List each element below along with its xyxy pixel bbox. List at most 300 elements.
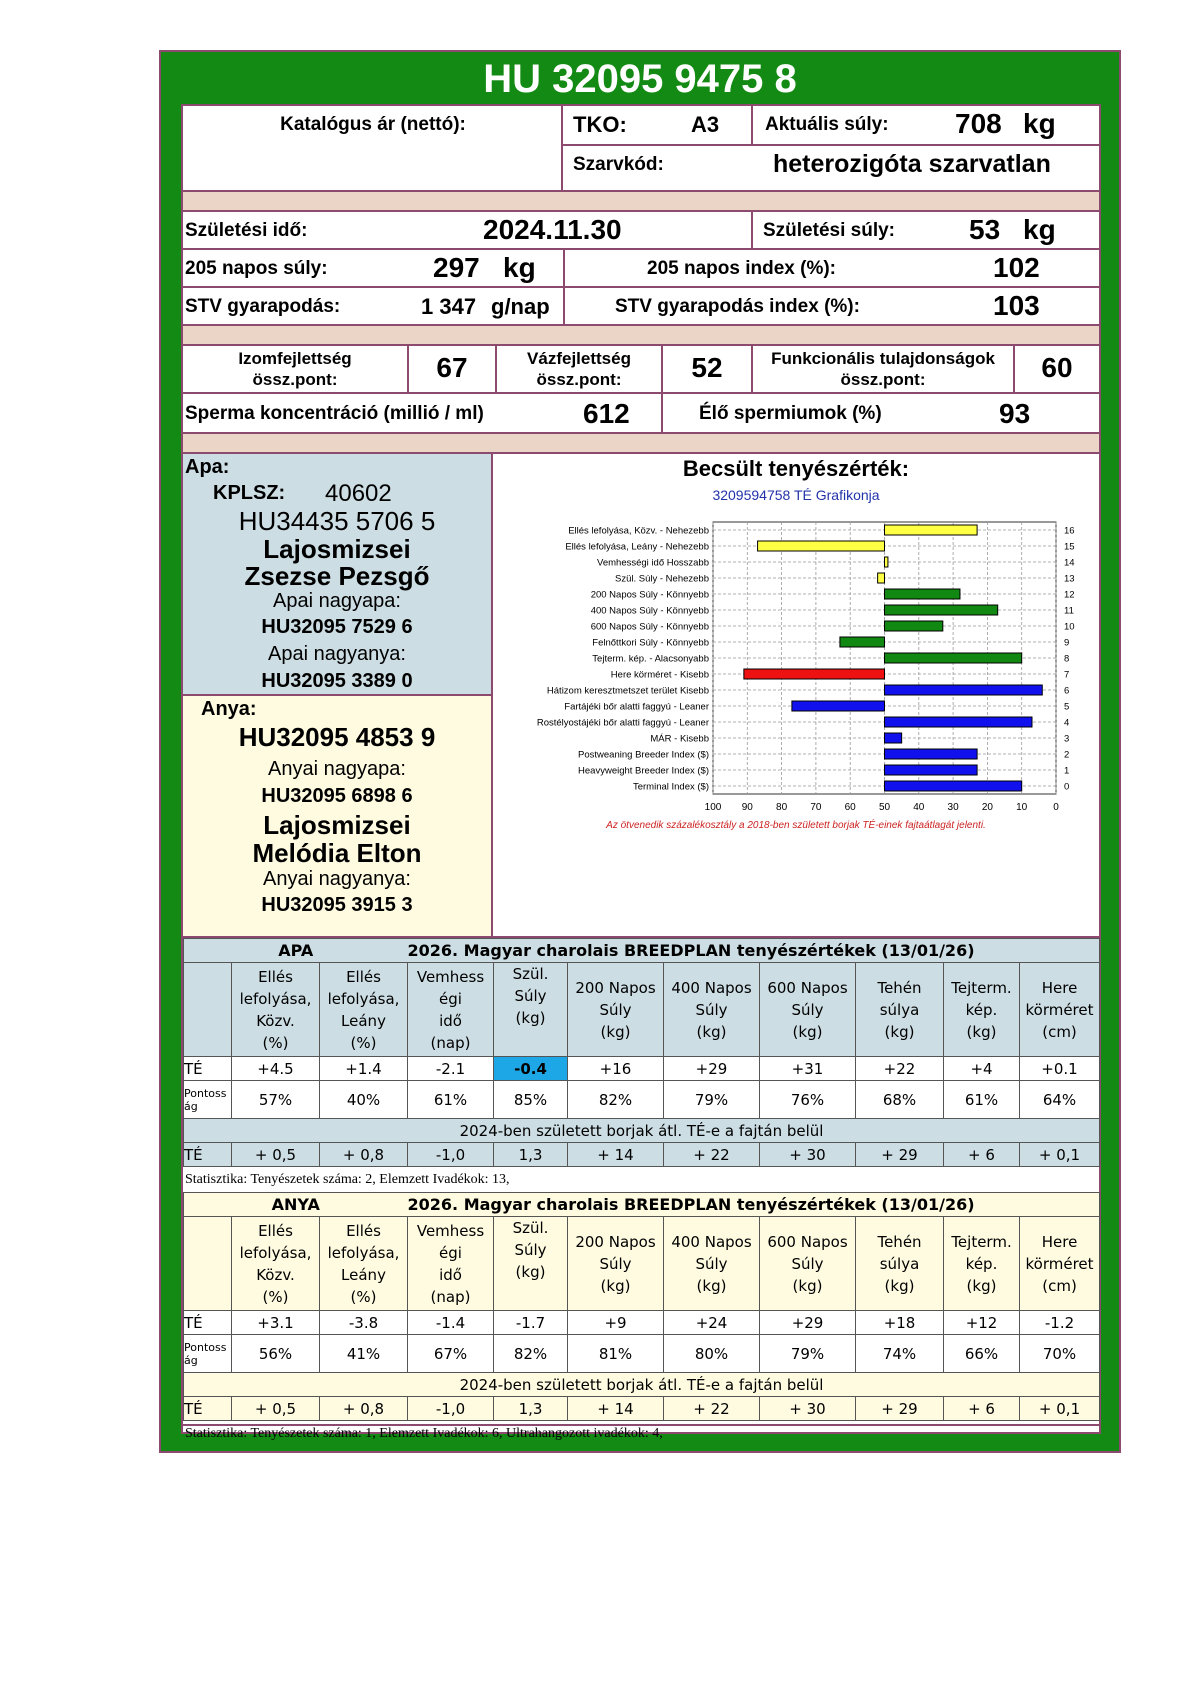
stv-gain-unit: g/nap [491,294,550,319]
column-header-line: Ellés [258,967,293,986]
te-cell: +0.1 [1020,1057,1100,1081]
column-header-line: Ellés [258,1221,293,1240]
column-header-line: (kg) [600,1022,631,1041]
te-cell: +4.5 [232,1057,320,1081]
te-cell: +16 [568,1057,664,1081]
paternal-grandsire-id: HU32095 7529 6 [261,616,413,638]
paternal-grandsire-label: Apai nagyapa: [273,590,401,612]
column-header-line: 400 Napos [671,978,752,997]
functional-score-label-2: össz.pont: [840,370,926,389]
column-header [944,963,1020,1057]
column-header-line: idő [439,1011,462,1030]
right-index-label: 16 [1064,525,1075,537]
avg-cell: + 22 [664,1397,760,1421]
category-label: Ellés lefolyása, Közv. - Nehezebb [568,525,709,537]
acc-cell: 68% [856,1081,944,1119]
avg-cell: + 0,8 [320,1143,408,1167]
category-label: Postweaning Breeder Index ($) [578,749,709,761]
birth-date-label: Születési idő: [185,220,308,241]
column-header [944,1217,1020,1311]
sperm-concentration-label: Sperma koncentráció (millió / ml) [185,403,484,424]
te-cell: +31 [760,1057,856,1081]
column-header-line: Súly [599,1000,632,1019]
sire-name-2: Zsezse Pezsgő [244,561,430,591]
separator-band [183,192,1099,210]
ebv-bar-chart [493,482,1099,862]
column-header-line: lefolyása, [239,1243,312,1262]
dam-name-2: Melódia Elton [252,838,422,868]
live-sperm-value: 93 [999,398,1031,429]
ebv-bar [885,685,1043,695]
ebv-bar [792,701,885,711]
accuracy-label-2: ág [184,1353,198,1367]
maternal-grandsire-label: Anyai nagyapa: [268,758,406,780]
acc-cell: 82% [568,1081,664,1119]
column-header [494,1217,568,1311]
ebv-bar [885,653,1022,663]
te-cell: +9 [568,1311,664,1335]
te-cell: +18 [856,1311,944,1335]
kplsz-label: KPLSZ: [213,482,286,504]
sire-name-1: Lajosmizsei [263,534,411,564]
column-header-line: körméret [1025,1254,1094,1273]
acc-cell: 82% [494,1335,568,1373]
column-header-line: 400 Napos [671,1232,752,1251]
birth-row [183,212,1099,248]
ebv-bar [878,573,885,583]
catalog-price-label: Katalógus ár (nettó): [280,114,466,135]
acc-cell: 40% [320,1081,408,1119]
right-index-label: 15 [1064,541,1075,553]
column-header-line: Súly [599,1254,632,1273]
muscle-score-label: Izomfejlettség [238,349,352,368]
sire-table-left-caption: APA [184,939,408,963]
column-header-line: Tejterm. [951,1232,1012,1251]
right-index-label: 10 [1064,621,1075,633]
avg-cell: + 30 [760,1397,856,1421]
acc-cell: 41% [320,1335,408,1373]
ebv-bar [885,557,888,567]
column-header-line: Tehén [877,1232,922,1251]
column-header-line: idő [439,1265,462,1284]
column-header [760,1217,856,1311]
avg-cell: + 0,5 [232,1397,320,1421]
animal-id-title: HU 32095 9475 8 [483,57,797,101]
tko-value: A3 [691,112,720,137]
column-header-line: 600 Napos [767,1232,848,1251]
column-header-line: (kg) [792,1022,823,1041]
te-label: TÉ [184,1397,232,1421]
sire-table-caption: 2026. Magyar charolais BREEDPLAN tenyészértékek (13/01/26) [408,939,1100,963]
column-header-line: (kg) [515,1009,546,1027]
te-cell: -3.8 [320,1311,408,1335]
maternal-granddam-id: HU32095 3915 3 [261,894,413,916]
column-header [232,1217,320,1311]
live-sperm-label: Élő spermiumok (%) [699,403,882,424]
column-header-line: Súly [514,1241,547,1259]
right-index-label: 2 [1064,749,1070,761]
te-cell: +3.1 [232,1311,320,1335]
acc-cell: 70% [1020,1335,1100,1373]
column-header-line: Súly [695,1000,728,1019]
sire-table-header [184,963,1100,1057]
dam-table-header [184,1217,1100,1311]
birth-weight-unit: kg [1023,214,1056,245]
te-label: TÉ [184,1057,232,1081]
ebv-bar [744,669,885,679]
acc-cell: 76% [760,1081,856,1119]
frame-score-label-2: össz.pont: [536,370,622,389]
sire-ebv-table [183,938,1100,1167]
column-header-line: (%) [350,1287,377,1306]
avg-cell: + 0,1 [1020,1397,1100,1421]
acc-cell: 79% [760,1335,856,1373]
column-header-line: Here [1041,978,1078,997]
category-label: Felnőttkori Súly - Könnyebb [592,637,709,649]
column-header [664,963,760,1057]
column-header [320,963,408,1057]
dam-panel [183,696,491,936]
te-cell: +1.4 [320,1057,408,1081]
x-tick-label: 10 [1016,802,1028,813]
category-label: Heavyweight Breeder Index ($) [578,765,709,777]
pedigree-chart-section [183,454,1099,936]
te-label: TÉ [184,1311,232,1335]
column-header-line: (kg) [884,1022,915,1041]
avg-cell: 1,3 [494,1397,568,1421]
category-label: Vemhességi idő Hosszabb [597,557,709,569]
sperm-row [183,394,1099,432]
x-tick-label: 70 [810,802,822,813]
te-cell: +29 [664,1057,760,1081]
category-label: Rostélyostájéki bőr alatti faggyú - Leaner [536,717,709,729]
right-index-label: 3 [1064,733,1070,745]
right-index-label: 1 [1064,765,1070,777]
dam-statistics: Statisztika: Tenyészetek száma: 1, Elemzett Ivadékok: 6, Ultrahangozott ivadékok: 4, [185,1426,663,1441]
column-header-line: Súly [791,1254,824,1273]
column-header-line: (cm) [1042,1022,1077,1041]
category-label: Here körméret - Kisebb [610,669,709,681]
category-label: 200 Napos Súly - Könnyebb [590,589,709,601]
acc-cell: 61% [944,1081,1020,1119]
index205-value: 102 [993,252,1040,283]
column-header-line: Leány [341,1011,386,1030]
x-tick-label: 100 [704,802,722,813]
acc-cell: 74% [856,1335,944,1373]
muscle-score-label-2: össz.pont: [252,370,338,389]
ebv-bar [885,525,978,535]
dam-accuracy-row [184,1335,1100,1373]
acc-cell: 56% [232,1335,320,1373]
acc-cell: 81% [568,1335,664,1373]
acc-cell: 79% [664,1081,760,1119]
ebv-bar [885,717,1032,727]
right-index-label: 14 [1064,557,1075,569]
column-header-line: égi [439,1243,462,1262]
right-index-label: 11 [1064,605,1074,617]
column-header-line: lefolyása, [327,989,400,1008]
kplsz-value: 40602 [325,480,392,507]
te-cell: -1.7 [494,1311,568,1335]
dam-average-caption: 2024-ben született borjak átl. TÉ-e a fajtán belül [184,1373,1100,1397]
avg-cell: + 6 [944,1143,1020,1167]
paternal-granddam-id: HU32095 3389 0 [261,670,413,692]
dam-ebv-table [183,1192,1100,1421]
dam-id: HU32095 4853 9 [238,722,436,752]
sire-te-row [184,1057,1100,1081]
ebv-bar [885,589,960,599]
sheet-body [181,104,1101,1441]
right-index-label: 4 [1064,717,1070,729]
avg-cell: + 6 [944,1397,1020,1421]
acc-cell: 67% [408,1335,494,1373]
column-header-line: lefolyása, [239,989,312,1008]
column-header [320,1217,408,1311]
column-header-line: (kg) [884,1276,915,1295]
frame-score-value: 52 [691,352,723,383]
ebv-bar [840,637,885,647]
column-header [1020,1217,1100,1311]
acc-cell: 61% [408,1081,494,1119]
column-header-line: (%) [262,1287,289,1306]
current-weight-value: 708 [955,108,1002,139]
accuracy-label: Pontoss [184,1086,227,1100]
column-header [760,963,856,1057]
te-cell: +12 [944,1311,1020,1335]
acc-cell: 85% [494,1081,568,1119]
acc-cell: 64% [1020,1081,1100,1119]
x-tick-label: 20 [981,802,993,813]
muscle-score-value: 67 [436,352,468,383]
accuracy-label: Pontoss [184,1340,227,1354]
ebv-bar [885,765,978,775]
stv-gain-label: STV gyarapodás: [185,296,341,317]
column-header-line: Tehén [877,978,922,997]
column-header-line: (kg) [966,1276,997,1295]
column-header-line: (kg) [600,1276,631,1295]
sire-panel [183,454,491,696]
column-header-line: kép. [965,1254,998,1273]
x-tick-label: 30 [947,802,959,813]
avg-cell: -1,0 [408,1397,494,1421]
te-cell: -1.4 [408,1311,494,1335]
column-header [408,963,494,1057]
avg-cell: + 29 [856,1143,944,1167]
ebv-bar [885,781,1022,791]
category-label: Terminal Index ($) [632,781,709,793]
column-header [664,1217,760,1311]
weight205-label: 205 napos súly: [185,258,328,279]
column-header-line: Súly [514,987,547,1005]
avg-cell: -1,0 [408,1143,494,1167]
functional-score-label: Funkcionális tulajdonságok [771,349,995,368]
right-index-label: 13 [1064,573,1075,585]
column-header-line: Közv. [256,1265,295,1284]
column-header-line: kép. [965,1000,998,1019]
sire-average-row [184,1143,1100,1167]
column-header [408,1217,494,1311]
chart-title: 3209594758 TÉ Grafikonja [712,487,880,503]
stv-gain-value: 1 347 [421,294,477,319]
column-header-line: (nap) [430,1033,471,1052]
category-label: 400 Napos Súly - Könnyebb [590,605,709,617]
column-header-line: (%) [350,1033,377,1052]
right-index-label: 5 [1064,701,1070,713]
frame-score-label: Vázfejlettség [527,349,631,368]
sire-label: Apa: [185,456,230,478]
column-header-line: Szül. [512,1219,549,1237]
acc-cell: 57% [232,1081,320,1119]
ebv-bar [885,605,998,615]
separator-band [183,326,1099,344]
column-header-line: (cm) [1042,1276,1077,1295]
tko-label: TKO: [573,112,627,137]
avg-cell: + 14 [568,1143,664,1167]
sire-statistics: Statisztika: Tenyészetek száma: 2, Elemzett Ivadékok: 13, [185,1172,510,1187]
dam-table-caption: 2026. Magyar charolais BREEDPLAN tenyészértékek (13/01/26) [408,1193,1100,1217]
column-header-line: (kg) [696,1022,727,1041]
column-header-line: Vemhess [416,1221,485,1240]
column-header-line: 200 Napos [575,1232,656,1251]
horn-code-value: heterozigóta szarvatlan [773,150,1051,178]
chart-heading: Becsült tenyészérték: [682,456,910,481]
column-header [232,963,320,1057]
x-tick-label: 0 [1053,802,1059,813]
dam-te-row [184,1311,1100,1335]
avg-cell: + 14 [568,1397,664,1421]
right-index-label: 8 [1064,653,1070,665]
paternal-granddam-label: Apai nagyanya: [268,643,406,665]
column-header [568,1217,664,1311]
weight205-value: 297 [433,252,480,283]
column-header-line: (nap) [430,1287,471,1306]
column-header-line: égi [439,989,462,1008]
column-header-line: Leány [341,1265,386,1284]
sire-id: HU34435 5706 5 [238,506,436,536]
column-header-line: Ellés [346,1221,381,1240]
ebv-bar [885,733,902,743]
ebv-bar [885,621,943,631]
page-frame [159,50,1121,1453]
right-index-label: 9 [1064,637,1070,649]
category-label: Szül. Súly - Nehezebb [615,573,709,585]
column-header [856,1217,944,1311]
avg-cell: + 22 [664,1143,760,1167]
ebv-bar [758,541,885,551]
right-index-label: 12 [1064,589,1075,601]
ebv-chart-panel [493,454,1099,936]
category-label: MÁR - Kisebb [650,733,709,745]
acc-cell: 80% [664,1335,760,1373]
weight205-unit: kg [503,252,536,283]
acc-cell: 66% [944,1335,1020,1373]
category-label: Hátizom keresztmetszet terület Kisebb [546,685,709,697]
category-label: Fartájéki bőr alatti faggyú - Leaner [564,701,709,713]
te-cell: +4 [944,1057,1020,1081]
horn-code-label: Szarvkód: [573,154,664,175]
dam-name-1: Lajosmizsei [263,810,411,840]
column-header-line: lefolyása, [327,1243,400,1262]
column-header [1020,963,1100,1057]
column-header-line: Súly [791,1000,824,1019]
avg-cell: + 29 [856,1397,944,1421]
x-tick-label: 80 [776,802,788,813]
right-index-label: 0 [1064,781,1070,793]
current-weight-unit: kg [1023,108,1056,139]
header-section [183,106,1099,190]
stv-index-label: STV gyarapodás index (%): [615,296,860,317]
column-header-line: Szül. [512,965,549,983]
maternal-granddam-label: Anyai nagyanya: [263,868,411,890]
te-cell: -1.2 [1020,1311,1100,1335]
avg-cell: + 0,5 [232,1143,320,1167]
functional-score-value: 60 [1041,352,1073,383]
right-index-label: 6 [1064,685,1070,697]
avg-cell: + 0,8 [320,1397,408,1421]
te-label: TÉ [184,1143,232,1167]
x-tick-label: 40 [913,802,925,813]
category-label: Tejterm. kép. - Alacsonyabb [592,653,709,665]
te-cell: +24 [664,1311,760,1335]
birth-date-value: 2024.11.30 [483,214,622,245]
column-header-line: (kg) [515,1263,546,1281]
right-index-label: 7 [1064,669,1070,681]
birth-weight-label: Születési súly: [763,220,895,241]
separator-band [183,434,1099,452]
column-header-line: Közv. [256,1011,295,1030]
avg-cell: 1,3 [494,1143,568,1167]
dam-average-row [184,1397,1100,1421]
column-header-line: Tejterm. [951,978,1012,997]
column-header-line: súlya [879,1000,920,1019]
weight205-row [183,250,1099,286]
column-header-line: Here [1041,1232,1078,1251]
sire-average-caption: 2024-ben született borjak átl. TÉ-e a fajtán belül [184,1119,1100,1143]
scores-row [183,346,1099,392]
avg-cell: + 0,1 [1020,1143,1100,1167]
maternal-grandsire-id: HU32095 6898 6 [261,785,413,807]
category-label: Ellés lefolyása, Leány - Nehezebb [565,541,709,553]
accuracy-label-2: ág [184,1099,198,1113]
birth-weight-value: 53 [969,214,1001,245]
column-header [568,963,664,1057]
sperm-concentration-value: 612 [583,398,630,429]
column-header-line: (kg) [966,1022,997,1041]
dam-label: Anya: [201,698,257,720]
column-header-line: (kg) [696,1276,727,1295]
column-header-line: (%) [262,1033,289,1052]
te-cell: +29 [760,1311,856,1335]
column-header [494,963,568,1057]
sire-accuracy-row [184,1081,1100,1119]
te-cell: +22 [856,1057,944,1081]
column-header-line: Vemhess [416,967,485,986]
x-tick-label: 50 [878,802,891,813]
column-header-line: körméret [1025,1000,1094,1019]
column-header-line: 200 Napos [575,978,656,997]
dam-table-left-caption: ANYA [184,1193,408,1217]
te-cell: -0.4 [494,1057,568,1081]
column-header-line: súlya [879,1254,920,1273]
stv-index-value: 103 [993,290,1040,321]
x-tick-label: 60 [844,802,856,813]
column-header-line: 600 Napos [767,978,848,997]
column-header-line: Súly [695,1254,728,1273]
stv-row [183,288,1099,324]
x-tick-label: 90 [741,802,753,813]
te-cell: -2.1 [408,1057,494,1081]
index205-label: 205 napos index (%): [647,258,836,279]
